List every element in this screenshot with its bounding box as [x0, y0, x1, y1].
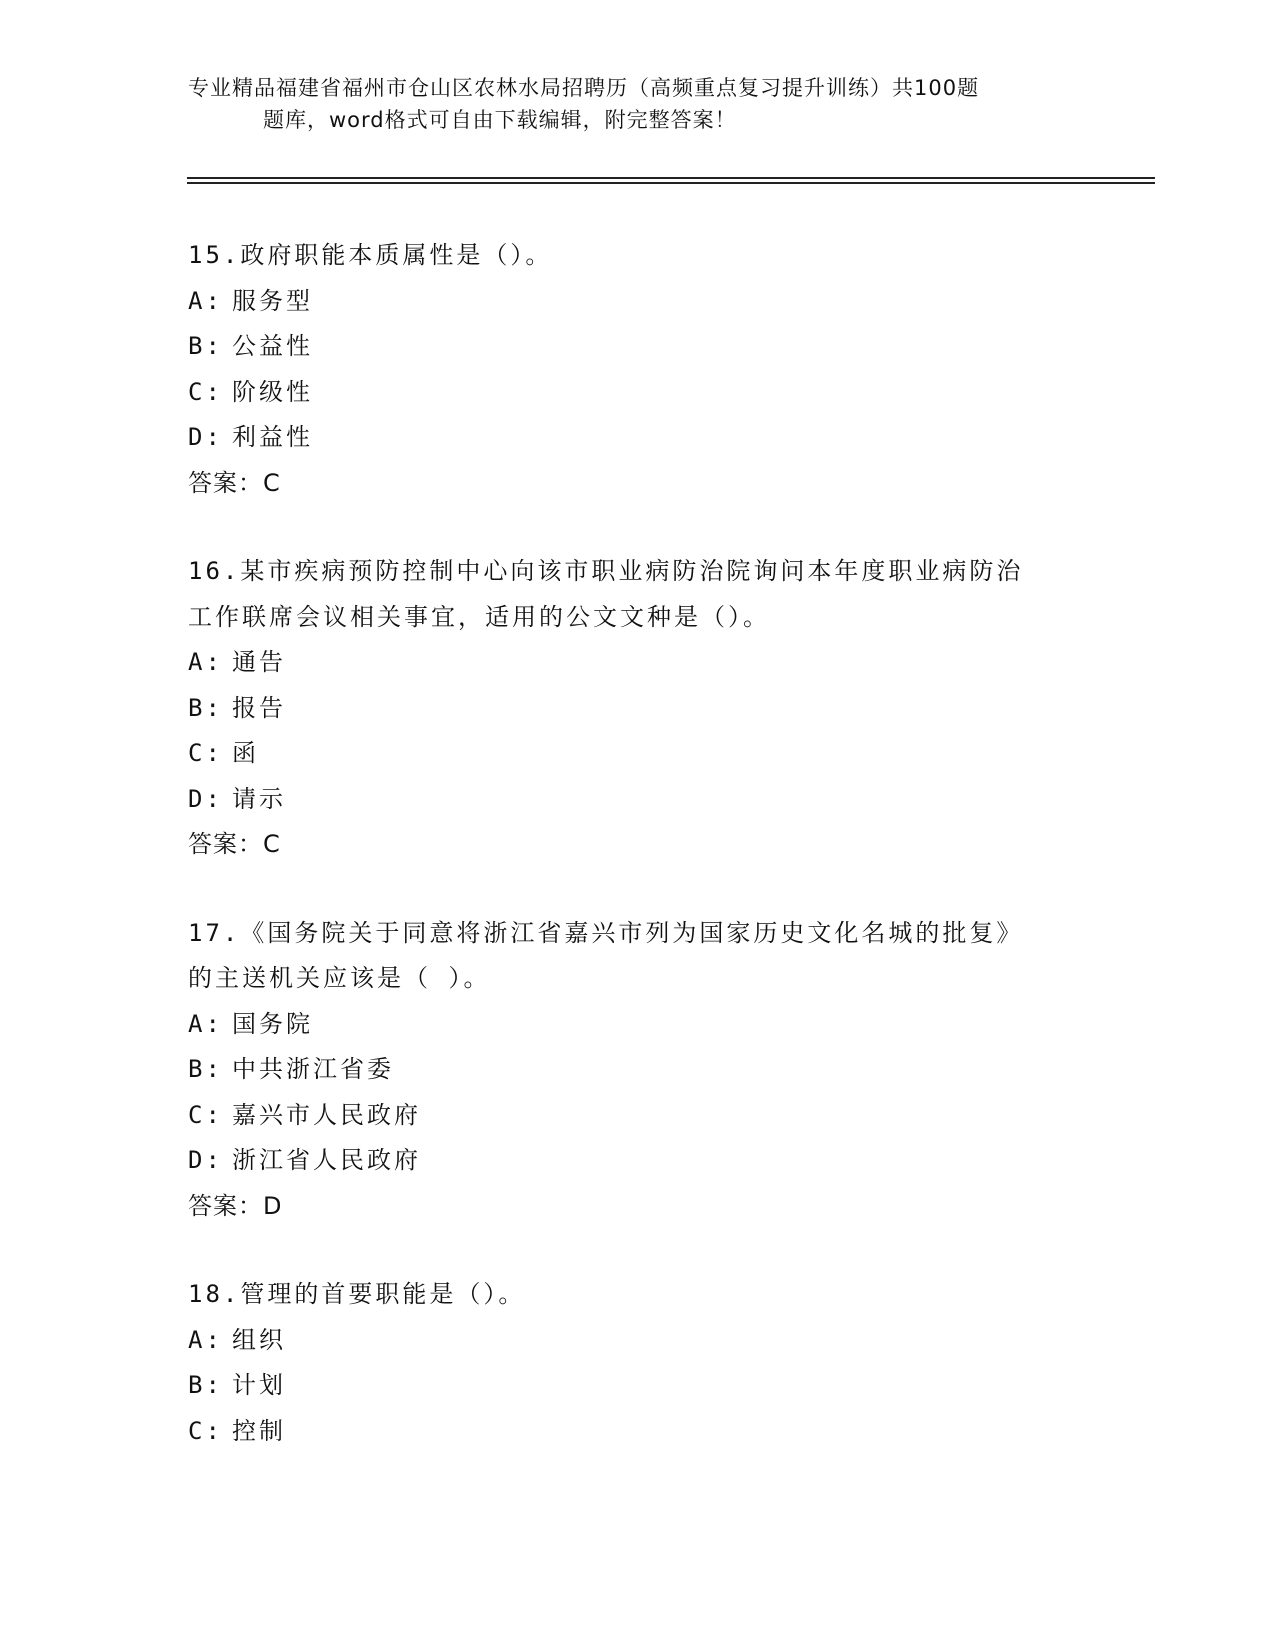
option-item	[188, 1002, 1088, 1048]
option-item	[188, 415, 1088, 461]
question-item	[188, 549, 1088, 868]
option-item	[188, 686, 1088, 732]
option-text: 利益性	[232, 423, 313, 451]
option-text: 浙江省人民政府	[232, 1146, 421, 1174]
option-text: 通告	[232, 648, 286, 676]
option-letter: B:	[188, 332, 223, 360]
option-text: 报告	[232, 693, 286, 722]
option-text: 公益性	[232, 332, 313, 360]
question-stem: 的主送机关应该是（ ）。	[188, 964, 491, 992]
option-letter: B:	[188, 1055, 223, 1083]
option-text: 国务院	[232, 1009, 313, 1038]
option-letter: A:	[188, 648, 223, 676]
option-item	[188, 1363, 1088, 1409]
option-text: 中共浙江省委	[232, 1055, 394, 1083]
option-letter: B:	[188, 1371, 223, 1399]
question-list	[188, 233, 1088, 1497]
option-item	[188, 640, 1088, 686]
header-title-line-2: 题库，word格式可自由下载编辑，附完整答案！	[263, 108, 737, 132]
option-text: 嘉兴市人民政府	[232, 1100, 421, 1129]
option-item	[188, 370, 1088, 416]
option-letter: D:	[188, 1146, 223, 1174]
option-item	[188, 731, 1088, 777]
header-divider-bottom	[187, 182, 1155, 184]
option-item	[188, 777, 1088, 823]
answer-label: 答案：C	[188, 468, 281, 497]
document-header	[188, 72, 1088, 136]
option-text: 阶级性	[232, 377, 313, 406]
option-letter: C:	[188, 1100, 223, 1129]
question-item	[188, 1272, 1088, 1454]
option-text: 计划	[232, 1371, 286, 1399]
option-item	[188, 1318, 1088, 1364]
question-stem: 15.政府职能本质属性是（）。	[188, 241, 553, 269]
option-text: 函	[232, 739, 259, 767]
option-item	[188, 1047, 1088, 1093]
header-divider-top	[187, 177, 1155, 179]
option-text: 控制	[232, 1416, 286, 1445]
option-item	[188, 1093, 1088, 1139]
option-letter: C:	[188, 739, 223, 767]
option-item	[188, 324, 1088, 370]
option-item	[188, 279, 1088, 325]
question-item	[188, 233, 1088, 506]
option-text: 请示	[232, 784, 286, 813]
option-text: 组织	[232, 1325, 286, 1354]
option-letter: A:	[188, 1009, 223, 1038]
option-item	[188, 1138, 1088, 1184]
option-letter: A:	[188, 286, 223, 315]
option-text: 服务型	[232, 286, 313, 315]
header-title-line-1: 专业精品福建省福州市仓山区农林水局招聘历（高频重点复习提升训练）共100题	[188, 76, 980, 100]
option-item	[188, 1409, 1088, 1455]
answer-label: 答案：D	[188, 1191, 283, 1220]
option-letter: B:	[188, 693, 223, 722]
option-letter: D:	[188, 784, 223, 813]
option-letter: A:	[188, 1325, 223, 1354]
option-letter: D:	[188, 423, 223, 451]
answer-label: 答案：C	[188, 830, 281, 858]
question-stem: 工作联席会议相关事宜，适用的公文文种是（）。	[188, 602, 770, 631]
question-stem: 18.管理的首要职能是（）。	[188, 1280, 526, 1308]
option-letter: C:	[188, 377, 223, 406]
question-stem: 17.《国务院关于同意将浙江省嘉兴市列为国家历史文化名城的批复》	[188, 918, 1024, 947]
question-stem: 16.某市疾病预防控制中心向该市职业病防治院询问本年度职业病防治	[188, 557, 1024, 585]
option-letter: C:	[188, 1416, 223, 1445]
question-item	[188, 911, 1088, 1230]
